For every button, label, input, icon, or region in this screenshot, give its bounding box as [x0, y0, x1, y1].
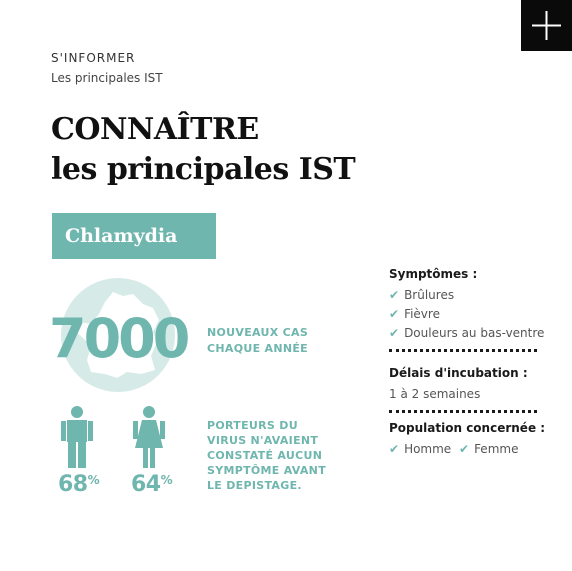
new-cases-caption-2: CHAQUE ANNÉE — [207, 342, 308, 355]
incubation-value: 1 à 2 semaines — [389, 387, 481, 401]
asymptomatic-caption-1: PORTEURS DU — [207, 419, 298, 432]
asymptomatic-caption-2: VIRUS N'AVAIENT — [207, 434, 319, 447]
female-figure-icon — [133, 406, 165, 470]
divider — [389, 349, 537, 352]
divider — [389, 410, 537, 413]
population-heading: Population concernée : — [389, 421, 546, 435]
new-cases-caption-1: NOUVEAUX CAS — [207, 326, 309, 339]
check-icon: ✔ — [389, 442, 400, 456]
section-label: S'INFORMER — [51, 51, 136, 65]
incubation-heading: Délais d'incubation : — [389, 366, 528, 380]
symptom-item: ✔ Douleurs au bas-ventre — [389, 326, 545, 340]
symptom-item: ✔ Brûlures — [389, 288, 455, 302]
asymptomatic-caption-4: SYMPTÔME AVANT — [207, 464, 326, 477]
check-icon: ✔ — [389, 307, 400, 321]
page-title-line1: CONNAÎTRE — [51, 112, 259, 147]
symptom-item: ✔ Fièvre — [389, 307, 440, 321]
plus-icon — [532, 11, 561, 40]
breadcrumb: Les principales IST — [51, 71, 163, 85]
population-item-male: ✔ Homme — [389, 442, 452, 456]
asymptomatic-caption-5: LE DEPISTAGE. — [207, 479, 302, 492]
check-icon: ✔ — [459, 442, 470, 456]
asymptomatic-caption-3: CONSTATÉ AUCUN — [207, 449, 323, 462]
check-icon: ✔ — [389, 326, 400, 340]
page-title-line2: les principales IST — [51, 152, 356, 187]
new-cases-number: 7000 — [49, 307, 188, 370]
expand-button[interactable] — [521, 0, 572, 51]
population-item-female: ✔ Femme — [459, 442, 519, 456]
male-figure-icon — [61, 406, 93, 470]
male-percent: 68% — [58, 472, 100, 497]
female-percent: 64% — [131, 472, 173, 497]
disease-tag: Chlamydia — [52, 213, 216, 259]
check-icon: ✔ — [389, 288, 400, 302]
symptoms-heading: Symptômes : — [389, 267, 478, 281]
